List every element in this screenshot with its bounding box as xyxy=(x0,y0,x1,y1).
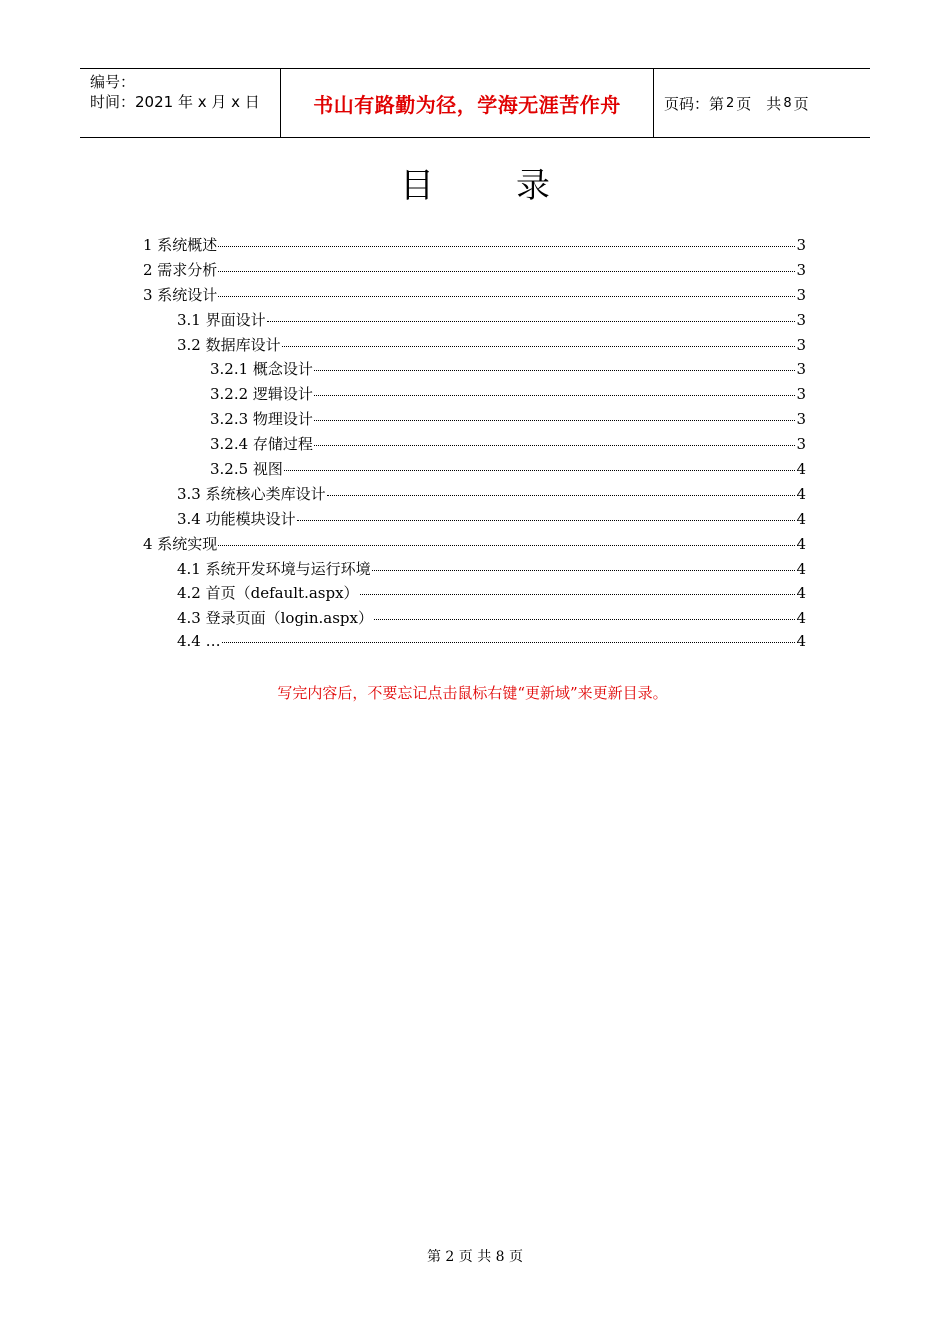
toc-entry-page: 4 xyxy=(796,484,806,503)
page-mid: 页 共 xyxy=(736,94,782,113)
toc-entry[interactable] xyxy=(143,508,806,533)
toc-entry-label: 4.4 … xyxy=(177,632,221,651)
toc-leader-dots xyxy=(314,395,796,396)
toc-leader-dots xyxy=(218,296,795,297)
toc-leader-dots xyxy=(284,470,796,471)
toc-entry[interactable] xyxy=(143,334,806,359)
toc-entry[interactable] xyxy=(143,632,806,657)
toc-leader-dots xyxy=(374,619,795,620)
toc-entry[interactable] xyxy=(143,259,806,284)
page-footer: 第 2 页 共 8 页 xyxy=(426,1249,524,1265)
toc-entry[interactable] xyxy=(143,284,806,309)
toc-entry-page: 4 xyxy=(796,559,806,578)
toc-entry-label: 3.2.4 存储过程 xyxy=(210,435,313,454)
toc-entry-label: 4.1 系统开发环境与运行环境 xyxy=(177,559,371,578)
toc-entry-page: 3 xyxy=(796,310,806,329)
toc-entry-page: 3 xyxy=(796,385,806,404)
toc-entry-label: 3.2.5 视图 xyxy=(210,460,283,479)
toc-entry[interactable] xyxy=(143,309,806,334)
toc-entry-label: 3.3 系统核心类库设计 xyxy=(177,484,326,503)
table-of-contents xyxy=(143,234,806,657)
toc-leader-dots xyxy=(360,594,796,595)
page-header xyxy=(80,68,870,138)
toc-leader-dots xyxy=(282,346,796,347)
toc-entry-label: 3.2.3 物理设计 xyxy=(210,410,313,429)
toc-entry-label: 3 系统设计 xyxy=(143,285,218,304)
toc-entry-label: 1 系统概述 xyxy=(143,236,218,254)
toc-entry[interactable] xyxy=(143,358,806,383)
toc-entry-page: 4 xyxy=(796,584,806,603)
toc-entry[interactable] xyxy=(143,533,806,558)
toc-leader-dots xyxy=(327,495,796,496)
toc-entry-label: 3.1 界面设计 xyxy=(177,310,266,329)
toc-entry-label: 3.4 功能模块设计 xyxy=(177,509,296,528)
toc-leader-dots xyxy=(314,370,796,371)
toc-entry[interactable] xyxy=(143,433,806,458)
toc-leader-dots xyxy=(314,420,796,421)
toc-entry[interactable] xyxy=(143,383,806,408)
toc-entry-page: 3 xyxy=(796,236,806,254)
header-motto: 书山有路勤为径，学海无涯苦作舟 xyxy=(281,69,654,137)
toc-entry-page: 3 xyxy=(796,285,806,304)
time-label: 时间：2021 年 x 月 x 日 xyxy=(90,93,260,111)
toc-title: 目录 xyxy=(400,166,632,206)
toc-leader-dots xyxy=(372,570,796,571)
toc-entry-page: 3 xyxy=(796,335,806,354)
header-page-info xyxy=(654,69,870,137)
toc-entry-label: 4.3 登录页面（login.aspx） xyxy=(177,609,373,628)
toc-entry-page: 4 xyxy=(796,609,806,628)
toc-entry-label: 3.2 数据库设计 xyxy=(177,335,281,354)
page-total: 8 xyxy=(783,95,792,111)
toc-leader-dots xyxy=(297,520,796,521)
toc-entry-page: 4 xyxy=(796,460,806,479)
toc-leader-dots xyxy=(267,321,796,322)
page-prefix: 页码：第 xyxy=(664,94,725,113)
toc-leader-dots xyxy=(218,271,795,272)
page-suffix: 页 xyxy=(793,94,809,113)
number-label: 编号： xyxy=(90,73,136,91)
toc-entry[interactable] xyxy=(143,483,806,508)
toc-leader-dots xyxy=(218,246,795,247)
toc-entry[interactable] xyxy=(143,607,806,632)
toc-leader-dots xyxy=(222,642,796,643)
toc-entry-page: 4 xyxy=(796,509,806,528)
toc-entry-label: 4.2 首页（default.aspx） xyxy=(177,584,359,603)
toc-entry[interactable] xyxy=(143,458,806,483)
toc-entry-page: 4 xyxy=(796,632,806,651)
toc-entry-page: 3 xyxy=(796,435,806,454)
toc-leader-dots xyxy=(314,445,796,446)
toc-leader-dots xyxy=(218,545,795,546)
toc-entry[interactable] xyxy=(143,582,806,607)
toc-entry-page: 3 xyxy=(796,360,806,379)
toc-entry[interactable] xyxy=(143,234,806,259)
header-meta xyxy=(80,69,281,137)
toc-entry-page: 4 xyxy=(796,534,806,553)
update-field-note: 写完内容后，不要忘记点击鼠标右键“更新域”来更新目录。 xyxy=(277,684,668,702)
page-current: 2 xyxy=(726,95,735,111)
toc-entry-label: 2 需求分析 xyxy=(143,260,218,279)
toc-entry-page: 3 xyxy=(796,260,806,279)
toc-entry-label: 3.2.2 逻辑设计 xyxy=(210,385,313,404)
toc-entry-page: 3 xyxy=(796,410,806,429)
toc-entry[interactable] xyxy=(143,558,806,583)
toc-entry[interactable] xyxy=(143,408,806,433)
toc-entry-label: 3.2.1 概念设计 xyxy=(210,360,313,379)
toc-entry-label: 4 系统实现 xyxy=(143,534,218,553)
